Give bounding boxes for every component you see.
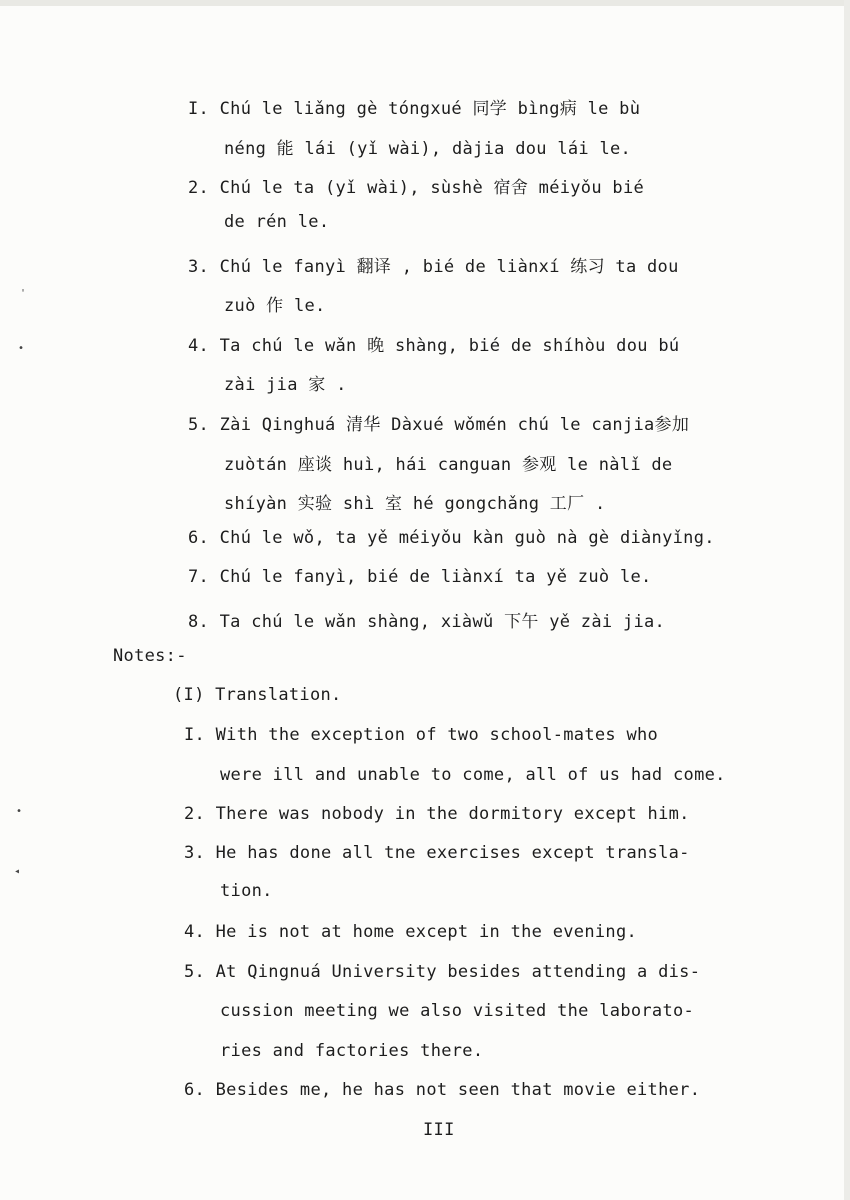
notes-heading: Notes:- [113, 646, 187, 666]
exercise-text: Ta chú le wǎn 晚 shàng, bié de shíhòu dou bú [219, 336, 680, 356]
exercise-line [188, 173, 644, 198]
translation-line [220, 1041, 483, 1061]
translation-number: 2. [184, 804, 206, 824]
exercise-number: 7. [188, 567, 210, 587]
exercise-line [188, 252, 679, 277]
translation-text: tion. [220, 881, 273, 901]
exercise-line [224, 450, 672, 475]
exercise-text: de rén le. [224, 212, 330, 232]
translation-heading: (I) Translation. [173, 685, 342, 705]
exercise-line [224, 212, 329, 232]
translation-line [184, 725, 658, 745]
exercise-text: Chú le fanyì, bié de liànxí ta yě zuò le. [219, 567, 652, 587]
scan-speck: • [16, 806, 23, 817]
translation-text: At Qingnuá University besides attending a dis- [215, 962, 701, 982]
translation-line [220, 881, 273, 901]
exercise-line [188, 567, 652, 587]
translation-text: There was nobody in the dormitory except him. [215, 804, 690, 824]
exercise-line [224, 370, 347, 395]
exercise-line [188, 410, 689, 435]
exercise-line [188, 94, 640, 119]
exercise-text: Ta chú le wǎn shàng, xiàwǔ 下午 yě zài jia. [219, 612, 666, 632]
translation-number: I. [184, 725, 206, 745]
exercise-text: néng 能 lái (yǐ wài), dàjia dou lái le. [224, 139, 632, 159]
translation-text: were ill and unable to come, all of us had come. [220, 765, 726, 785]
exercise-text: Chú le wǒ, ta yě méiyǒu kàn guò nà gè diànyǐng. [219, 528, 715, 548]
exercise-text: Chú le liǎng gè tóngxué 同学 bìng病 le bù [219, 99, 641, 119]
exercise-line [188, 607, 665, 632]
exercise-number: 2. [188, 178, 210, 198]
translation-text: Besides me, he has not seen that movie either. [215, 1080, 701, 1100]
translation-line [184, 922, 637, 942]
translation-line [184, 1080, 700, 1100]
translation-text: cussion meeting we also visited the laborato- [220, 1001, 695, 1021]
exercise-text: Chú le fanyì 翻译 , bié de liànxí 练习 ta dou [219, 257, 679, 277]
exercise-number: 5. [188, 415, 210, 435]
translation-line [220, 1001, 694, 1021]
exercise-number: I. [188, 99, 210, 119]
translation-number: 4. [184, 922, 206, 942]
exercise-number: 8. [188, 612, 210, 632]
scan-speck: ◂ [14, 866, 21, 877]
exercise-number: 6. [188, 528, 210, 548]
translation-text: He is not at home except in the evening. [215, 922, 638, 942]
exercise-line [188, 331, 679, 356]
exercise-line [224, 291, 326, 316]
scan-speck: • [18, 343, 25, 354]
scan-top-edge [0, 0, 850, 6]
scan-speck: ' [20, 288, 27, 299]
exercise-text: zuòtán 座谈 huì, hái canguan 参观 le nàlǐ de [224, 455, 673, 475]
exercise-number: 3. [188, 257, 210, 277]
translation-number: 5. [184, 962, 206, 982]
exercise-text: Chú le ta (yǐ wài), sùshè 宿舍 méiyǒu bié [219, 178, 645, 198]
exercise-number: 4. [188, 336, 210, 356]
translation-number: 3. [184, 843, 206, 863]
exercise-text: shíyàn 实验 shì 室 hé gongchǎng 工厂 . [224, 494, 606, 514]
exercise-line [188, 528, 715, 548]
exercise-line [224, 134, 631, 159]
exercise-text: zài jia 家 . [224, 375, 347, 395]
translation-line [184, 962, 700, 982]
page-number: III [423, 1120, 455, 1140]
translation-line [184, 843, 690, 863]
translation-text: He has done all tne exercises except transla- [215, 843, 690, 863]
translation-text: ries and factories there. [220, 1041, 484, 1061]
scan-right-edge [844, 0, 850, 1200]
exercise-text: zuò 作 le. [224, 296, 326, 316]
exercise-text: Zài Qinghuá 清华 Dàxué wǒmén chú le canjia参加 [219, 415, 690, 435]
translation-line [220, 765, 726, 785]
translation-line [184, 804, 690, 824]
translation-text: With the exception of two school-mates who [215, 725, 659, 745]
translation-number: 6. [184, 1080, 206, 1100]
exercise-line [224, 489, 605, 514]
